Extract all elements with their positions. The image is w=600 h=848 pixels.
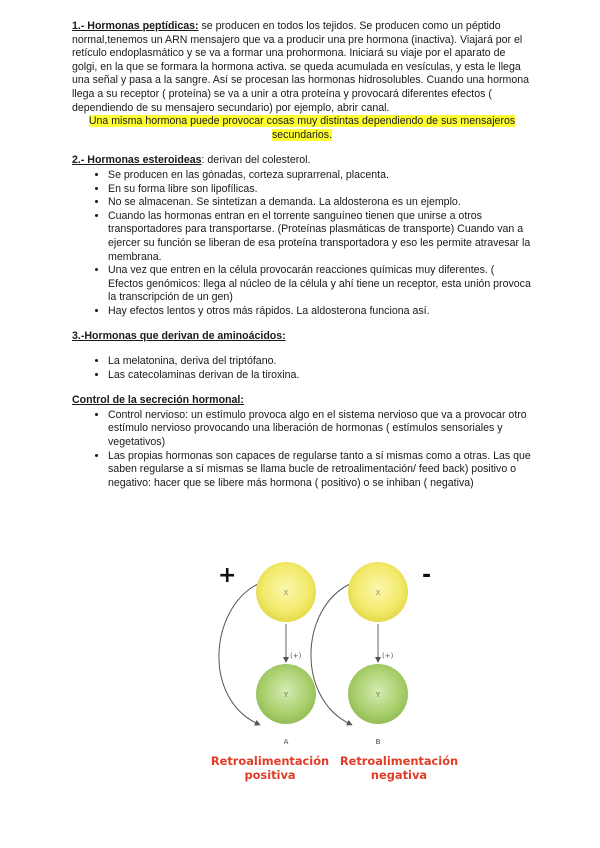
panel-a-label: A xyxy=(283,738,289,746)
caption-line: Retroalimentación xyxy=(210,754,330,768)
text-peptidicas: se producen en todos los tejidos. Se producen como un péptido normal,tenemos un ARN mensajero que va a producir una pre hormona (inactiva). Viajará por el retículo endoplasmático y se va a formar una prohormona. Iniciará su viaje por el aparato de golgi, en la que se formara la hormona activa. se queda acumulada en vesículas, y esta le llega una señal y pasa a la sangre. Así se procesan las hormonas hidrosolubles. Cuando una hormona llega a su receptor ( proteína) se va a unir a otra proteína y provocará diferentes efectos ( dependiendo de su mensajero secundario) por ejemplo, abrir canal. xyxy=(72,20,529,114)
panel-b-label: B xyxy=(375,738,381,746)
heading-peptidicas: 1.- Hormonas peptídicas: xyxy=(72,20,199,32)
feedback-diagram xyxy=(200,548,462,754)
list-item: • La melatonina, deriva del triptófano. xyxy=(108,355,532,369)
plus-sign: + xyxy=(218,563,237,588)
caption-line: negativa xyxy=(370,768,428,782)
caption-line: positiva xyxy=(244,768,296,782)
list-esteroideas xyxy=(72,169,532,319)
list-item: • Las catecolaminas derivan de la tiroxina. xyxy=(108,369,532,383)
list-item: • Las propias hormonas son capaces de regularse tanto a sí mismas como a otras. Las que saben regularse a sí mismas se llama bucle de retroalimentación/ feed back) positivo o negativo: hacer que se libere más hormona ( positivo) o se inhiban ( negativa) xyxy=(108,450,532,491)
negative-feedback-arrow xyxy=(311,584,350,724)
highlight-text: Una misma hormona puede provocar cosas muy distintas dependiendo de sus mensajeros secundarios. xyxy=(88,115,516,141)
y-label: Y xyxy=(283,691,289,699)
list-item: • No se almacenan. Se sintetizan a demanda. La aldosterona es un ejemplo. xyxy=(108,196,532,210)
arrow-label: (+) xyxy=(290,652,302,660)
x-label: X xyxy=(375,589,381,597)
x-label: X xyxy=(283,589,289,597)
list-item: • Control nervioso: un estímulo provoca algo en el sistema nervioso que va a provocar otro estímulo nervioso provocando una liberación de hormonas ( estímulos sensoriales y vegetativos) xyxy=(108,409,532,450)
caption-positive xyxy=(200,754,340,782)
section-peptidicas xyxy=(72,20,532,115)
minus-sign: - xyxy=(422,563,432,588)
text-esteroideas: : derivan del colesterol. xyxy=(201,154,311,167)
list-item: • Hay efectos lentos y otros más rápidos. La aldosterona funciona así. xyxy=(108,305,532,319)
heading-esteroideas: 2.- Hormonas esteroideas xyxy=(72,154,202,167)
positive-feedback-arrow xyxy=(219,584,258,724)
list-control xyxy=(72,409,532,491)
arrow-label: (+) xyxy=(382,652,394,660)
caption-line: Retroalimentación xyxy=(339,754,459,768)
heading-aminoacidos: 3.-Hormonas que derivan de aminoácidos: xyxy=(72,330,286,343)
y-label: Y xyxy=(375,691,381,699)
section-control xyxy=(72,394,532,490)
list-item: • Una vez que entren en la célula provocarán reacciones químicas muy diferentes. ( Efectos genómicos: llega al núcleo de la célula y ahí tiene un receptor, esta unión provoca la transcripción de un gen) xyxy=(108,264,532,305)
caption-negative xyxy=(334,754,464,782)
list-item: • Se producen en las gónadas, corteza suprarrenal, placenta. xyxy=(108,169,532,183)
list-item: • Cuando las hormonas entran en el torrente sanguíneo tienen que unirse a otros transportadores para transportarse. (Proteínas plasmáticas de transporte) Cuando van a ejercer su función se liberan de esa proteína transportadora y eso les permite atravesar la membrana. xyxy=(108,210,532,264)
heading-control: Control de la secreción hormonal: xyxy=(72,394,244,407)
section-esteroideas xyxy=(72,154,532,318)
highlight-paragraph xyxy=(72,115,532,142)
feedback-figure xyxy=(200,548,462,796)
list-aminoacidos xyxy=(72,355,532,382)
list-item: • En su forma libre son lipofílicas. xyxy=(108,183,532,197)
section-aminoacidos xyxy=(72,330,532,382)
document-page xyxy=(72,20,532,490)
